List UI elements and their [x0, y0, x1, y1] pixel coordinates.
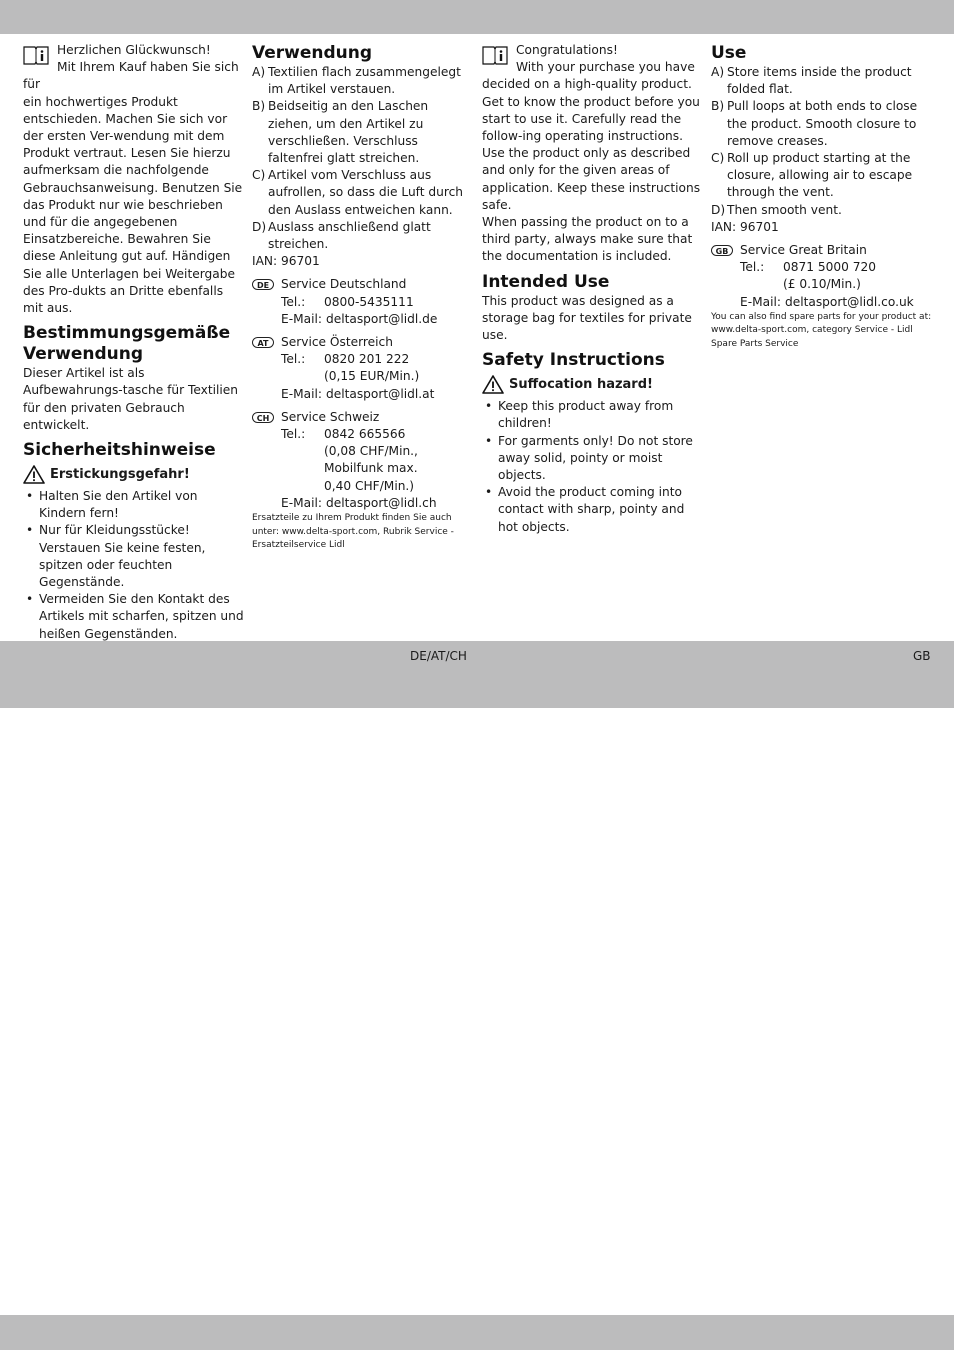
service-email[interactable]: deltasport@lidl.at: [325, 386, 435, 401]
warning-text: Erstickungsgefahr!: [50, 466, 190, 482]
list-item: • Nur für Kleidungsstücke! Verstauen Sie keine festen, spitzen oder feuchten Gegenstände.: [23, 522, 245, 591]
service-email[interactable]: deltasport@lidl.ch: [325, 495, 437, 510]
service-email[interactable]: deltasport@lidl.co.uk: [784, 294, 914, 309]
safety-heading: Sicherheitshinweise: [23, 440, 216, 461]
list-item: • Keep this product away from children!: [482, 398, 704, 432]
info-book-icon: [482, 45, 508, 65]
top-band: [0, 0, 954, 34]
safety-list: [23, 488, 245, 643]
list-item: • Avoid the product coming into contact with sharp, pointy and hot objects.: [482, 484, 704, 536]
step-item: D) Auslass anschließend glatt streichen.: [252, 219, 431, 252]
service-block-at: AT Service Österreich Tel.: 0820 201 222 (0,15 EUR/Min.) E-Mail: deltasport@lidl.at: [252, 334, 474, 403]
intro-block: [23, 42, 245, 317]
column-gb-use: [711, 39, 933, 351]
list-item: • Vermeiden Sie den Kontakt des Artikels mit scharfen, spitzen und heißen Gegenständen.: [23, 591, 245, 643]
service-email[interactable]: deltasport@lidl.de: [325, 311, 438, 326]
service-name: Service Österreich: [281, 335, 393, 350]
step-item: A) Textilien flach zusammengelegt im Artikel verstauen.: [252, 65, 461, 97]
intro-text: Use the product only as described and only for the given areas of application. Keep these instructions safe.: [482, 146, 701, 212]
warning-line: [23, 465, 245, 484]
country-badge-gb: GB: [711, 245, 733, 256]
intended-use-heading: Bestimmungsgemäße Verwendung: [23, 323, 231, 365]
service-block-de: DE Service Deutschland Tel.: 0800-5435111 E-Mail: deltasport@lidl.de: [252, 276, 474, 328]
step-item: C) Roll up product starting at the closure, allowing air to escape through the vent.: [711, 151, 913, 200]
intro-text: ein hochwertiges Produkt entschieden. Machen Sie sich vor der ersten Ver-wendung mit dem Produkt vertraut. Lesen Sie hierzu aufmerksam die nachfolgende Gebrauchsanweisung. Benutzen Sie das Produkt nur wie beschrieben und für die angegebenen Einsatzbereiche. Bewahren Sie diese Anleitung gut auf. Händigen Sie alle Unterlagen bei Weitergabe des Pro-dukts an Dritte ebenfalls mit aus.: [23, 94, 243, 316]
column-de-use: [252, 39, 474, 553]
step-item: D) Then smooth vent.: [711, 202, 842, 217]
intended-use-text: Dieser Artikel ist als Aufbewahrungs-tasche für Textilien für den privaten Gebrauch entwickelt.: [23, 366, 239, 432]
use-heading: Verwendung: [252, 43, 373, 63]
spare-parts-note: Ersatzteile zu Ihrem Produkt finden Sie auch unter: www.delta-sport.com, Rubrik Service - Ersatzteilservice Lidl: [252, 513, 454, 551]
safety-list: [482, 398, 704, 536]
use-heading: Use: [711, 43, 747, 63]
list-item: • For garments only! Do not store away solid, pointy or moist objects.: [482, 433, 704, 485]
steps-list: [711, 64, 933, 219]
service-name: Service Schweiz: [281, 409, 380, 424]
service-phone: 0800-5435111: [324, 294, 414, 309]
step-item: C) Artikel vom Verschluss aus aufrollen, so dass die Luft durch den Auslass entweichen kann.: [252, 168, 464, 217]
column-de-intro: [23, 42, 245, 643]
warning-line: [482, 375, 704, 394]
steps-list: [252, 64, 474, 253]
step-item: A) Store items inside the product folded flat.: [711, 65, 912, 97]
service-phone: 0842 665566: [324, 427, 406, 442]
service-name: Service Deutschland: [281, 277, 407, 292]
footer-lang-left: DE/AT/CH: [410, 649, 467, 663]
list-item: • Halten Sie den Artikel von Kindern fern!: [23, 488, 245, 522]
ian-number: IAN: 96701: [252, 254, 320, 269]
info-book-icon: [23, 45, 49, 65]
ian-number: IAN: 96701: [711, 219, 779, 234]
intro-text: decided on a high-quality product. Get to know the product before you start to use it. Carefully read the follow-ing operating instructions.: [482, 77, 700, 144]
safety-heading: Safety Instructions: [482, 350, 665, 371]
intro-text: When passing the product on to a third party, always make sure that the documentation is included.: [482, 215, 693, 264]
warning-triangle-icon: [482, 375, 504, 394]
step-item: B) Pull loops at both ends to close the product. Smooth closure to remove creases.: [711, 99, 918, 148]
intro-line: Mit Ihrem Kauf haben Sie sich für: [23, 60, 239, 92]
column-gb-intro: [482, 42, 704, 536]
intro-greeting: Herzlichen Glückwunsch!: [57, 43, 211, 57]
footer-band: [0, 641, 954, 708]
service-name: Service Great Britain: [740, 243, 867, 258]
country-badge-at: AT: [252, 337, 274, 348]
step-item: B) Beidseitig an den Laschen ziehen, um den Artikel zu verschließen. Verschluss faltenfrei glatt streichen.: [252, 99, 429, 166]
bottom-band: [0, 1315, 954, 1350]
spare-parts-note: You can also find spare parts for your product at: www.delta-sport.com, category Service - Lidl Spare Parts Service: [711, 311, 932, 349]
warning-triangle-icon: [23, 465, 45, 484]
intro-line: With your purchase you have: [516, 60, 695, 75]
service-block-ch: CH Service Schweiz Tel.: 0842 665566 (0,08 CHF/Min., Mobilfunk max. 0,40 CHF/Min.) E-Mail: deltasport@lidl.ch: [252, 409, 474, 512]
intended-use-text: This product was designed as a storage bag for textiles for private use.: [482, 293, 692, 343]
footer-lang-right: GB: [913, 649, 931, 663]
country-badge-de: DE: [252, 279, 274, 290]
service-block-gb: GB Service Great Britain Tel.: 0871 5000 720 (£ 0.10/Min.) E-Mail: deltasport@lidl.co.uk: [711, 242, 933, 311]
intended-use-heading: Intended Use: [482, 271, 610, 292]
service-phone: 0871 5000 720: [783, 260, 877, 275]
service-phone: 0820 201 222: [324, 352, 410, 367]
warning-text: Suffocation hazard!: [509, 377, 653, 393]
intro-block: [482, 42, 704, 266]
country-badge-ch: CH: [252, 412, 274, 423]
intro-greeting: Congratulations!: [516, 43, 618, 57]
